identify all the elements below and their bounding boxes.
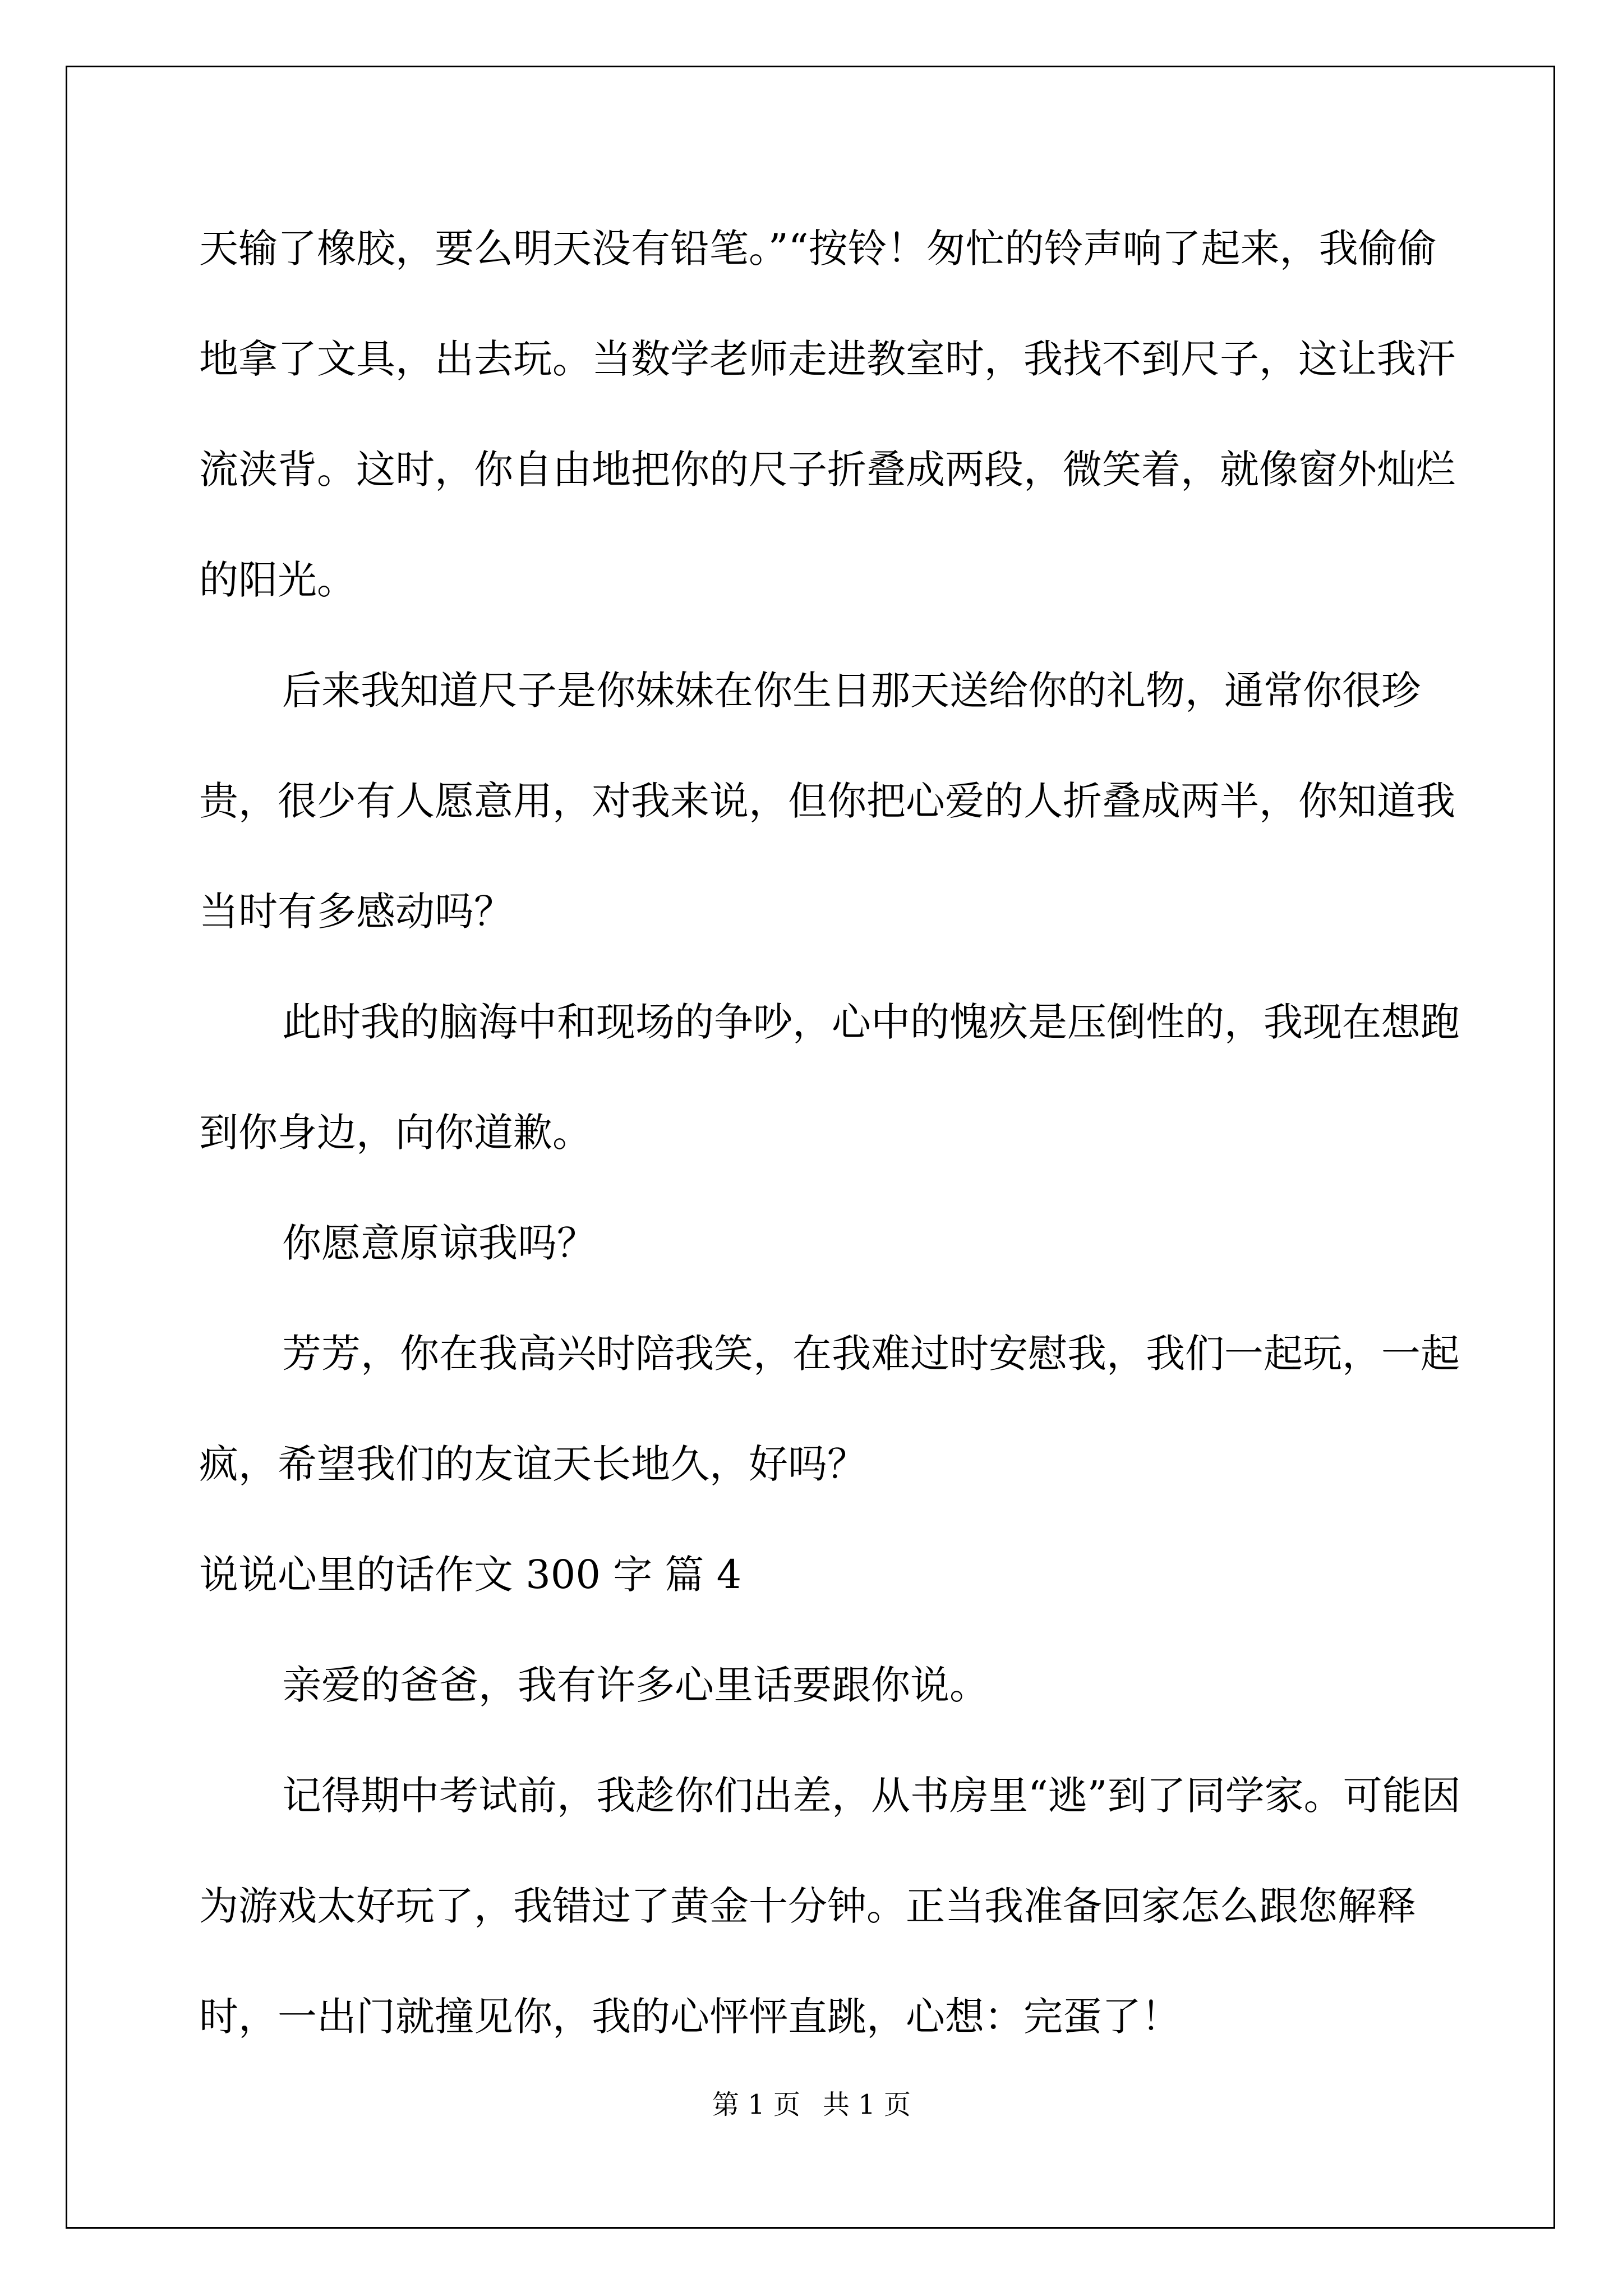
page-total: 共 1 页 (823, 2089, 911, 2120)
paragraph: 芳芳，你在我高兴时陪我笑，在我难过时安慰我，我们一起玩，一起疯，希望我们的友谊天长地久，好吗？ (199, 1331, 1460, 1487)
section-heading: 说说心里的话作文 300 字 篇 4 (199, 1552, 742, 1598)
document-body (199, 194, 1467, 2072)
paragraph: 亲爱的爸爸，我有许多心里话要跟你说。 (282, 1662, 989, 1708)
paragraph: 此时我的脑海中和现场的争吵，心中的愧疚是压倒性的，我现在想跑到你身边，向你道歉。 (199, 999, 1460, 1156)
paragraph: 你愿意原谅我吗？ (282, 1220, 596, 1266)
paragraph: 后来我知道尺子是你妹妹在你生日那天送给你的礼物，通常你很珍贵，很少有人愿意用，对我来说，但你把心爱的人折叠成两半，你知道我当时有多感动吗？ (199, 668, 1455, 935)
paragraph: 记得期中考试前，我趁你们出差，从书房里“逃”到了同学家。可能因为游戏太好玩了，我错过了黄金十分钟。正当我准备回家怎么跟您解释时，一出门就撞见你，我的心怦怦直跳，心想：完蛋了！ (199, 1773, 1461, 2040)
page-number: 第 1 页 (712, 2089, 800, 2120)
page-footer (0, 2088, 1623, 2122)
paragraph: 天输了橡胶，要么明天没有铅笔。”“按铃！匆忙的铃声响了起来，我偷偷地拿了文具，出去玩。当数学老师走进教室时，我找不到尺子，这让我汗流浃背。这时，你自由地把你的尺子折叠成两段，微笑着，就像窗外灿烂的阳光。 (199, 226, 1455, 603)
